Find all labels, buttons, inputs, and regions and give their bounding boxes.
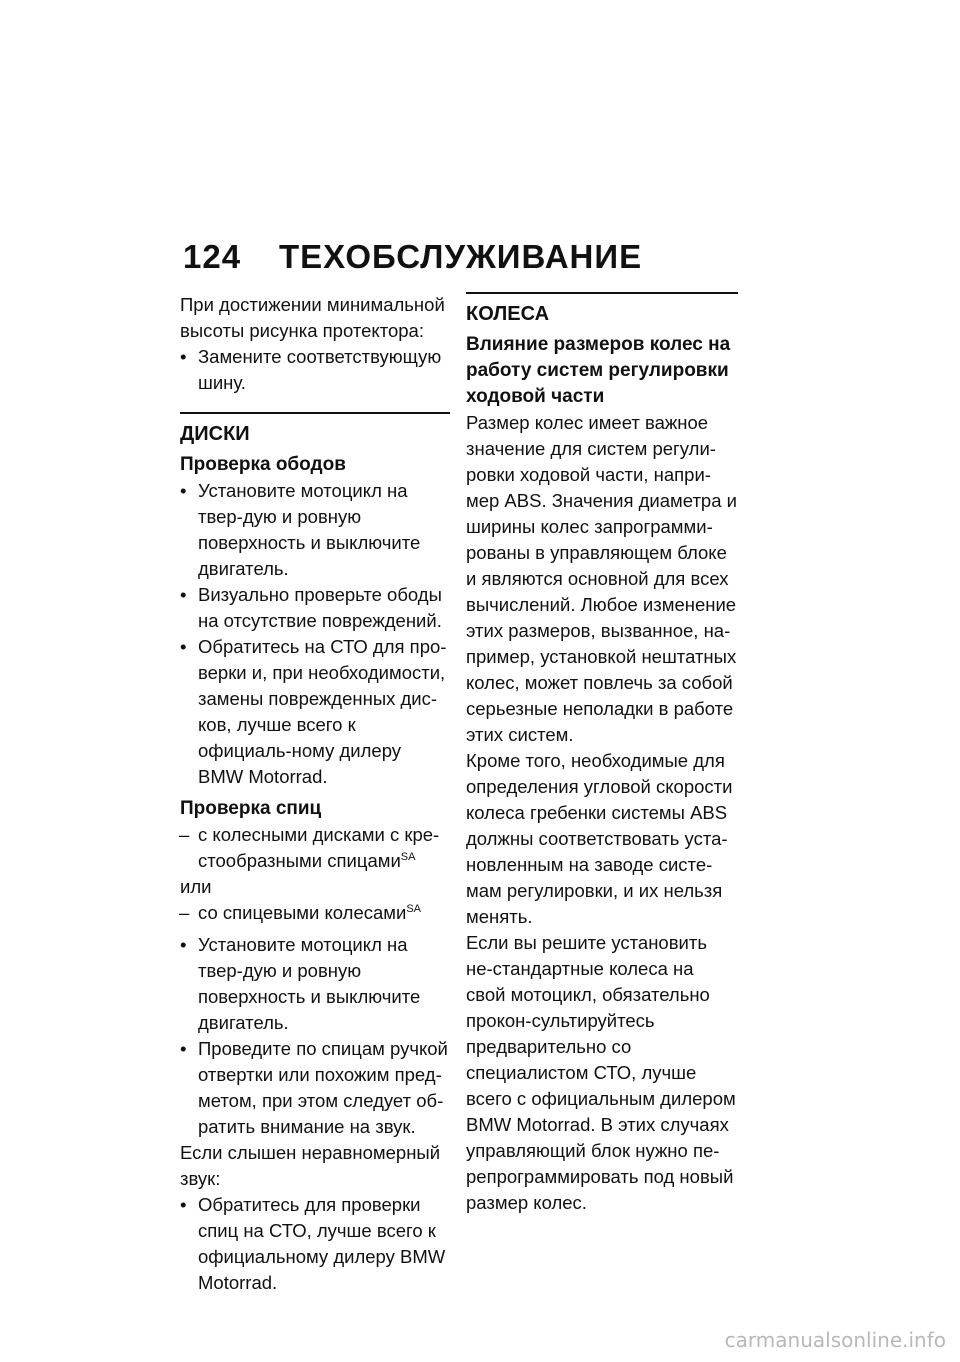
subheading-spoke-check: Проверка спиц xyxy=(180,798,322,819)
list-item: • Установите мотоцикл на твер-дую и ровную поверхность и выключите двигатель. xyxy=(180,934,421,1033)
page-number: 124 xyxy=(183,238,242,275)
section-title-rims: ДИСКИ xyxy=(180,412,450,448)
list-item: • Визуально проверьте ободы на отсутствие повреждений. xyxy=(180,584,442,631)
paragraph: Размер колес имеет важное значение для систем регули-ровки ходовой части, напри-мер ABS. Значения диаметра и ширины колес запрограмми-рованы в управляющем блоке и являются основной для всех вычислений. Любое изменение этих размеров, вызванное, на-пример, установкой нештатных колес, может повлечь за собой серьезные неполадки в работе этих систем. xyxy=(466,412,737,745)
watermark: carmanualsonline.info xyxy=(724,1328,946,1352)
page-header xyxy=(183,238,642,276)
chapter-title: ТЕХОБСЛУЖИВАНИЕ xyxy=(279,238,643,275)
uneven-sound-text: Если слышен неравномерный звук: xyxy=(180,1142,441,1189)
list-item: • Обратитесь для проверки спиц на СТО, лучше всего к официальному дилеру BMW Motorrad. xyxy=(180,1194,446,1293)
paragraph: Кроме того, необходимые для определения угловой скорости колеса гребенки системы ABS должны соответствовать уста-новленным на заводе систе-мам регулировки, и их нельзя менять. xyxy=(466,750,733,927)
paragraph: Если вы решите установить не-стандартные колеса на свой мотоцикл, обязательно прокон-сультируйтесь предварительно со специалистом СТО, лучше всего с официальным дилером BMW Motorrad. В этих случаях управляющий блок нужно пе-репрограммировать под новый размер колес. xyxy=(466,932,736,1213)
list-item: • Проведите по спицам ручкой отвертки или похожим пред-метом, при этом следует об-ратить внимание на звук. xyxy=(180,1038,448,1137)
list-item: • Установите мотоцикл на твер-дую и ровную поверхность и выключите двигатель. xyxy=(180,480,421,579)
or-text: или xyxy=(180,876,212,897)
bullet-icon: • xyxy=(180,584,187,605)
bullet-icon: • xyxy=(180,636,187,657)
section-title-wheels: КОЛЕСА xyxy=(466,292,738,328)
list-item: • Замените соответствующую шину. xyxy=(180,346,442,393)
bullet-icon: • xyxy=(180,346,187,367)
optional-equipment-mark: SA xyxy=(406,902,422,915)
subheading-rim-check: Проверка ободов xyxy=(180,454,346,475)
right-column xyxy=(466,292,738,1216)
optional-equipment-mark: SA xyxy=(400,850,416,863)
bullet-icon: • xyxy=(180,480,187,501)
condition-item: – с колесными дисками с кре-стообразными спицами$^{SA}$ xyxy=(179,824,440,871)
bullet-icon: • xyxy=(180,1038,187,1059)
dash-icon: – xyxy=(179,902,190,923)
intro-text: При достижении минимальной высоты рисунка протектора: xyxy=(180,294,445,341)
list-item: • Обратитесь на СТО для про-верки и, при необходимости, замены поврежденных дис-ков, лучше всего к официаль-ному дилеру BMW Motorrad. xyxy=(180,636,447,787)
left-column xyxy=(180,292,450,1296)
bullet-icon: • xyxy=(180,934,187,955)
bullet-icon: • xyxy=(180,1194,187,1215)
subheading-wheel-size: Влияние размеров колес на работу систем регулировки ходовой части xyxy=(466,334,731,407)
dash-icon: – xyxy=(179,824,190,845)
condition-item: – со спицевыми колесами$^{SA}$ xyxy=(180,900,450,926)
